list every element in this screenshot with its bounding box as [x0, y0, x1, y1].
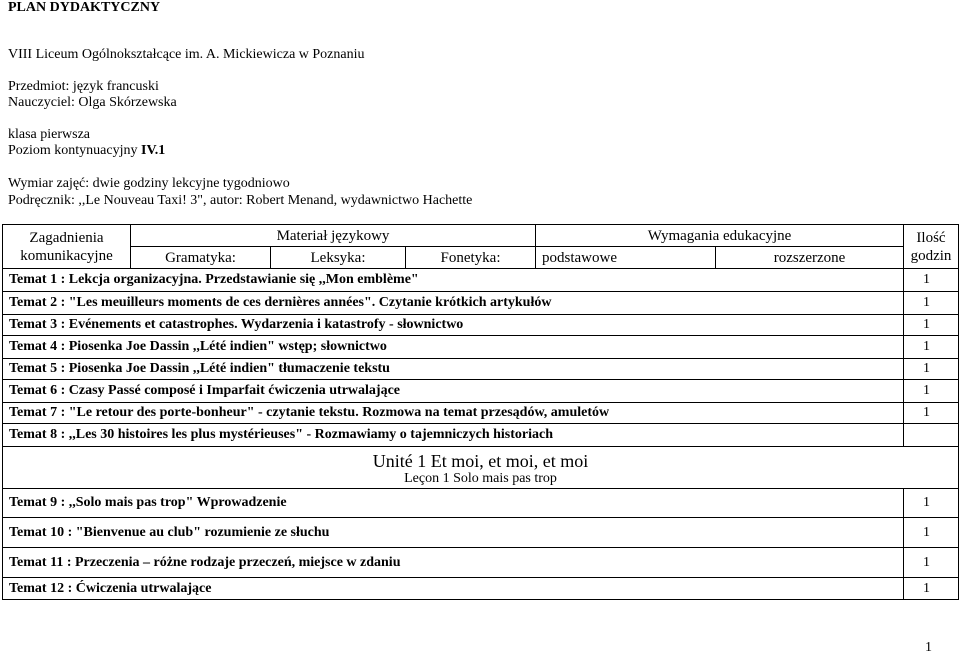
topic-hours: 1 — [904, 578, 959, 600]
topic-hours: 1 — [904, 336, 959, 359]
topic-hours: 1 — [904, 315, 959, 336]
topic-text: Temat 8 : ,,Les 30 histoires les plus mystérieuses" - Rozmawiamy o tajemniczych historiach — [3, 424, 904, 447]
table-row — [3, 336, 959, 359]
topic-text: Temat 2 : "Les meuilleurs moments de ces dernières années". Czytanie krótkich artykułów — [3, 292, 904, 315]
class-line: klasa pierwsza — [8, 127, 91, 142]
col-hours-header: Ilość godzin — [904, 225, 959, 269]
topic-hours: 1 — [904, 359, 959, 380]
topic-hours: 1 — [904, 380, 959, 403]
table-row — [3, 489, 959, 518]
table-row — [3, 380, 959, 403]
table-row — [3, 359, 959, 380]
topic-text: Temat 6 : Czasy Passé composé i Imparfait ćwiczenia utrwalające — [3, 380, 904, 403]
hours-per-week-line: Wymiar zajęć: dwie godziny lekcyjne tygodniowo — [8, 176, 290, 191]
textbook-line: Podręcznik: ,,Le Nouveau Taxi! 3", autor: Robert Menand, wydawnictwo Hachette — [8, 193, 473, 208]
lesson-title: Leçon 1 Solo mais pas trop — [404, 470, 557, 486]
table-row — [3, 424, 959, 447]
unit-row — [3, 447, 959, 489]
topic-text: Temat 5 : Piosenka Joe Dassin ,,Lété indien" tłumaczenie tekstu — [3, 359, 904, 380]
col-topics-header: Zagadnienia komunikacyjne — [3, 225, 131, 269]
subject-line: Przedmiot: język francuski — [8, 79, 159, 94]
level-line — [8, 143, 165, 159]
topic-hours: 1 — [904, 292, 959, 315]
lesson-plan-table — [2, 224, 959, 600]
topic-text: Temat 11 : Przeczenia – różne rodzaje przeczeń, miejsce w zdaniu — [3, 548, 904, 578]
level-prefix: Poziom kontynuacyjny — [8, 143, 141, 158]
topic-text: Temat 1 : Lekcja organizacyjna. Przedstawianie się ,,Mon emblème" — [3, 269, 904, 292]
table-row — [3, 578, 959, 600]
col-material-header: Materiał językowy — [131, 225, 536, 247]
sub-phonetics-header: Fonetyka: — [406, 247, 536, 269]
table-row — [3, 518, 959, 548]
sub-extended-header: rozszerzone — [716, 247, 904, 269]
topic-text: Temat 3 : Evénements et catastrophes. Wydarzenia i katastrofy - słownictwo — [3, 315, 904, 336]
school-name: VIII Liceum Ogólnokształcące im. A. Mickiewicza w Poznaniu — [8, 47, 365, 62]
table-row — [3, 548, 959, 578]
topic-hours: 1 — [904, 269, 959, 292]
table-row — [3, 269, 959, 292]
table-row — [3, 292, 959, 315]
topic-text: Temat 9 : ,,Solo mais pas trop" Wprowadzenie — [3, 489, 904, 518]
topic-text: Temat 7 : "Le retour des porte-bonheur" - czytanie tekstu. Rozmowa na temat przesądów, amuletów — [3, 403, 904, 424]
topic-hours: 1 — [904, 548, 959, 578]
table-row — [3, 403, 959, 424]
topic-hours — [904, 424, 959, 447]
col-requirements-header: Wymagania edukacyjne — [536, 225, 904, 247]
page-title: PLAN DYDAKTYCZNY — [8, 0, 161, 15]
unit-title: Unité 1 Et moi, et moi, et moi — [372, 450, 589, 471]
sub-grammar-header: Gramatyka: — [131, 247, 271, 269]
level-value: IV.1 — [141, 143, 166, 158]
table-row — [3, 315, 959, 336]
topic-text: Temat 4 : Piosenka Joe Dassin ,,Lété indien" wstęp; słownictwo — [3, 336, 904, 359]
topic-hours: 1 — [904, 403, 959, 424]
sub-vocab-header: Leksyka: — [271, 247, 406, 269]
topic-hours: 1 — [904, 518, 959, 548]
teacher-line: Nauczyciel: Olga Skórzewska — [8, 95, 177, 110]
page-number: 1 — [925, 640, 932, 655]
topic-hours: 1 — [904, 489, 959, 518]
topic-text: Temat 10 : "Bienvenue au club" rozumienie ze słuchu — [3, 518, 904, 548]
topic-text: Temat 12 : Ćwiczenia utrwalające — [3, 578, 904, 600]
sub-basic-header: podstawowe — [536, 247, 716, 269]
